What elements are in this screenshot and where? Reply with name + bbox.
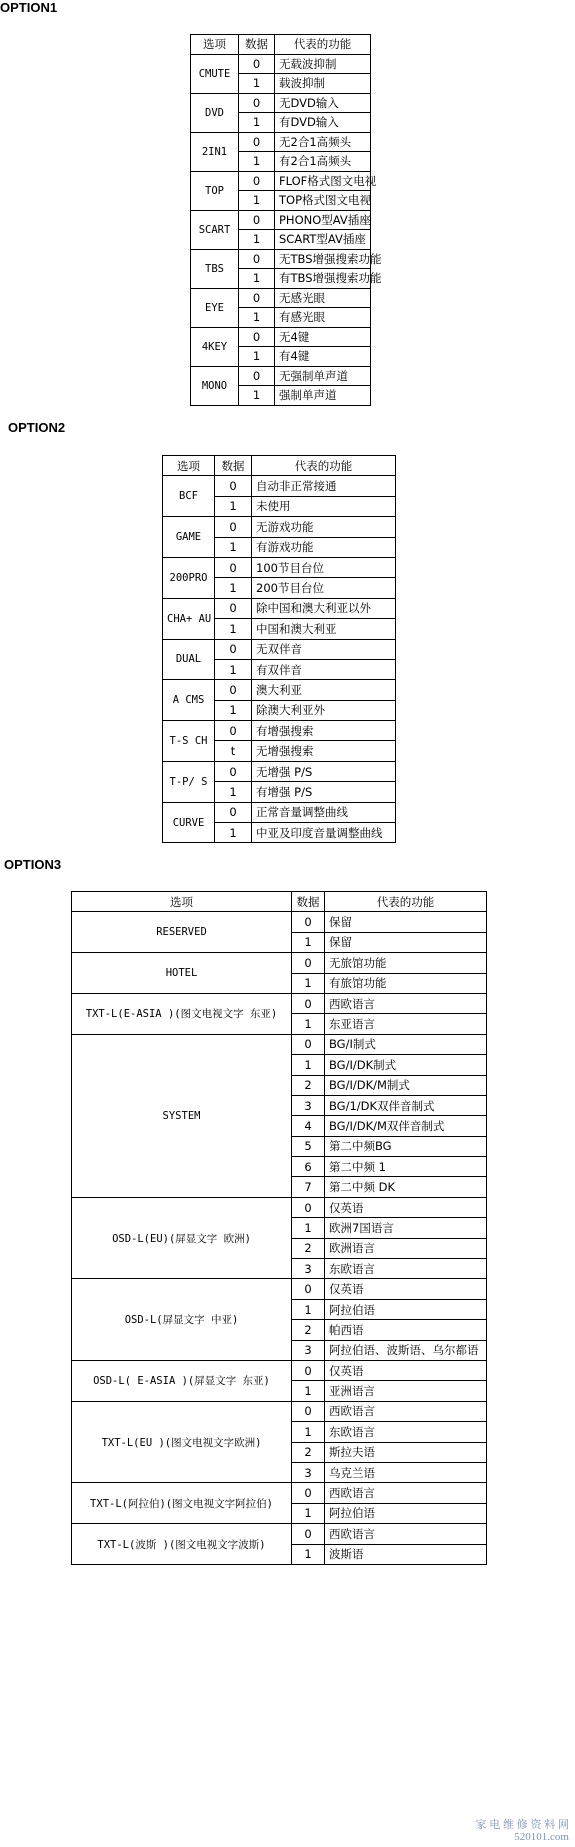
header-value: 数据 (239, 35, 275, 55)
table-row (191, 93, 371, 113)
function-cell: 西欧语言 (325, 993, 487, 1013)
value-cell: 0 (215, 721, 252, 741)
function-cell: 欧洲7国语言 (325, 1218, 487, 1238)
function-cell: TOP格式图文电视 (275, 191, 371, 211)
function-cell: 有双伴音 (252, 659, 396, 679)
function-cell: BG/I制式 (325, 1034, 487, 1054)
value-cell: 0 (215, 557, 252, 577)
table-row (163, 761, 396, 781)
value-cell: 0 (215, 680, 252, 700)
function-cell: 200节目台位 (252, 578, 396, 598)
function-cell: 无DVD输入 (275, 93, 371, 113)
function-cell: 第二中频BG (325, 1136, 487, 1156)
value-cell: 1 (239, 308, 275, 328)
function-cell: 乌克兰语 (325, 1462, 487, 1482)
function-cell: 无旅馆功能 (325, 953, 487, 973)
value-cell: 1 (215, 823, 252, 843)
value-cell: 3 (292, 1340, 325, 1360)
function-cell: 无4键 (275, 327, 371, 347)
option-name-cell: TBS (191, 249, 239, 288)
value-cell: 1 (215, 537, 252, 557)
function-cell: 有TBS增强搜索功能 (275, 269, 371, 289)
function-cell: 有感光眼 (275, 308, 371, 328)
watermark-line2: 520101.com (514, 1831, 569, 1843)
function-cell: 正常音量调整曲线 (252, 802, 396, 822)
table-row (72, 953, 487, 973)
table-row (72, 1360, 487, 1380)
table-row (163, 721, 396, 741)
value-cell: 1 (239, 152, 275, 172)
function-cell: 无强制单声道 (275, 366, 371, 386)
value-cell: 0 (292, 1524, 325, 1544)
table-row (163, 680, 396, 700)
option-name-cell: CMUTE (191, 54, 239, 93)
function-cell: 第二中频 DK (325, 1177, 487, 1197)
function-cell: 除澳大利亚外 (252, 700, 396, 720)
option3-title: OPTION3 (4, 857, 62, 872)
header-function: 代表的功能 (275, 35, 371, 55)
value-cell: 0 (292, 993, 325, 1013)
function-cell: 无游戏功能 (252, 517, 396, 537)
value-cell: 0 (239, 171, 275, 191)
function-cell: PHONO型AV插座 (275, 210, 371, 230)
value-cell: 0 (292, 953, 325, 973)
option-name-cell: OSD-L(EU)(屏显文字 欧洲) (72, 1197, 292, 1279)
value-cell: 1 (292, 1544, 325, 1564)
table-row (72, 1197, 487, 1217)
table-row (72, 993, 487, 1013)
value-cell: 0 (292, 1483, 325, 1503)
value-cell: 1 (292, 1218, 325, 1238)
option-name-cell: MONO (191, 366, 239, 405)
option-name-cell: DVD (191, 93, 239, 132)
option-name-cell: A CMS (163, 680, 215, 721)
value-cell: 3 (292, 1259, 325, 1279)
function-cell: 有DVD输入 (275, 113, 371, 133)
value-cell: 0 (292, 1360, 325, 1380)
value-cell: 0 (215, 639, 252, 659)
value-cell: 1 (239, 269, 275, 289)
function-cell: 有增强 P/S (252, 782, 396, 802)
function-cell: 除中国和澳大利亚以外 (252, 598, 396, 618)
table-row (163, 639, 396, 659)
value-cell: 0 (239, 288, 275, 308)
function-cell: 阿拉伯语 (325, 1299, 487, 1319)
watermark-line1: 家 电 维 修 资 料 网 (475, 1819, 569, 1831)
table-row (191, 132, 371, 152)
header-option: 选项 (191, 35, 239, 55)
table-row (72, 1483, 487, 1503)
function-cell: 未使用 (252, 496, 396, 516)
value-cell: 0 (292, 1401, 325, 1421)
function-cell: 东欧语言 (325, 1422, 487, 1442)
option-name-cell: TOP (191, 171, 239, 210)
value-cell: 5 (292, 1136, 325, 1156)
function-cell: 载波抑制 (275, 74, 371, 94)
value-cell: 0 (215, 476, 252, 496)
option-name-cell: SCART (191, 210, 239, 249)
value-cell: 4 (292, 1116, 325, 1136)
value-cell: 1 (239, 191, 275, 211)
value-cell: 1 (215, 578, 252, 598)
function-cell: 中国和澳大利亚 (252, 619, 396, 639)
value-cell: 3 (292, 1095, 325, 1115)
table-row (191, 327, 371, 347)
header-function: 代表的功能 (252, 456, 396, 476)
value-cell: 0 (292, 1034, 325, 1054)
header-function: 代表的功能 (325, 892, 487, 912)
option-name-cell: TXT-L(E-ASIA )(图文电视文字 东亚) (72, 993, 292, 1034)
table-row (191, 366, 371, 386)
value-cell: 1 (215, 782, 252, 802)
option-name-cell: TXT-L(阿拉伯)(图文电视文字阿拉伯) (72, 1483, 292, 1524)
option1-table (190, 34, 382, 406)
value-cell: 7 (292, 1177, 325, 1197)
option-name-cell: RESERVED (72, 912, 292, 953)
value-cell: 0 (239, 249, 275, 269)
function-cell: 阿拉伯语、波斯语、乌尔都语 (325, 1340, 487, 1360)
option-name-cell: DUAL (163, 639, 215, 680)
option-name-cell: GAME (163, 517, 215, 558)
value-cell: 2 (292, 1320, 325, 1340)
option-name-cell: TXT-L(波斯 )(图文电视文字波斯) (72, 1524, 292, 1565)
function-cell: 自动非正常接通 (252, 476, 396, 496)
table-row (191, 171, 371, 191)
function-cell: 强制单声道 (275, 386, 371, 406)
header-value: 数据 (292, 892, 325, 912)
function-cell: 仅英语 (325, 1360, 487, 1380)
header-row (191, 35, 371, 55)
option-name-cell: SYSTEM (72, 1034, 292, 1197)
function-cell: 100节目台位 (252, 557, 396, 577)
function-cell: 有2合1高频头 (275, 152, 371, 172)
value-cell: 1 (239, 113, 275, 133)
option-name-cell: BCF (163, 476, 215, 517)
function-cell: BG/I/DK/M制式 (325, 1075, 487, 1095)
value-cell: 0 (215, 761, 252, 781)
value-cell: 1 (292, 1299, 325, 1319)
function-cell: 波斯语 (325, 1544, 487, 1564)
value-cell: 1 (239, 74, 275, 94)
table-row (163, 598, 396, 618)
function-cell: 东亚语言 (325, 1014, 487, 1034)
value-cell: 0 (239, 366, 275, 386)
function-cell: 无增强搜索 (252, 741, 396, 761)
function-cell: 有4键 (275, 347, 371, 367)
function-cell: 西欧语言 (325, 1483, 487, 1503)
option-name-cell: EYE (191, 288, 239, 327)
function-cell: 无感光眼 (275, 288, 371, 308)
value-cell: 1 (215, 700, 252, 720)
header-value: 数据 (215, 456, 252, 476)
table-row (191, 54, 371, 74)
function-cell: BG/1/DK双伴音制式 (325, 1095, 487, 1115)
function-cell: 西欧语言 (325, 1401, 487, 1421)
value-cell: t (215, 741, 252, 761)
value-cell: 1 (292, 1503, 325, 1523)
function-cell: 无增强 P/S (252, 761, 396, 781)
value-cell: 1 (292, 1055, 325, 1075)
option-name-cell: T-S CH (163, 721, 215, 762)
option3-table (71, 891, 487, 1565)
function-cell: 澳大利亚 (252, 680, 396, 700)
value-cell: 0 (239, 93, 275, 113)
value-cell: 0 (292, 1197, 325, 1217)
function-cell: 无TBS增强搜索功能 (275, 249, 371, 269)
function-cell: 西欧语言 (325, 1524, 487, 1544)
option-name-cell: OSD-L( E-ASIA )(屏显文字 东亚) (72, 1360, 292, 1401)
function-cell: 有增强搜索 (252, 721, 396, 741)
value-cell: 0 (292, 912, 325, 932)
value-cell: 3 (292, 1462, 325, 1482)
option1-title: OPTION1 (0, 0, 58, 15)
value-cell: 0 (215, 598, 252, 618)
value-cell: 2 (292, 1238, 325, 1258)
value-cell: 1 (292, 973, 325, 993)
value-cell: 1 (239, 386, 275, 406)
function-cell: 无2合1高频头 (275, 132, 371, 152)
table-row (191, 210, 371, 230)
value-cell: 1 (215, 496, 252, 516)
value-cell: 0 (215, 517, 252, 537)
value-cell: 2 (292, 1075, 325, 1095)
header-row (72, 892, 487, 912)
function-cell: 仅英语 (325, 1197, 487, 1217)
value-cell: 2 (292, 1442, 325, 1462)
table-row (72, 1524, 487, 1544)
function-cell: BG/I/DK/M双伴音制式 (325, 1116, 487, 1136)
table-row (72, 1034, 487, 1054)
function-cell: 无双伴音 (252, 639, 396, 659)
table-row (163, 557, 396, 577)
value-cell: 1 (292, 1014, 325, 1034)
function-cell: 有旅馆功能 (325, 973, 487, 993)
header-option: 选项 (163, 456, 215, 476)
value-cell: 1 (292, 1381, 325, 1401)
option-name-cell: CURVE (163, 802, 215, 843)
option-name-cell: 200PRO (163, 557, 215, 598)
value-cell: 1 (215, 659, 252, 679)
value-cell: 0 (215, 802, 252, 822)
function-cell: 东欧语言 (325, 1259, 487, 1279)
value-cell: 0 (239, 210, 275, 230)
function-cell: 有游戏功能 (252, 537, 396, 557)
value-cell: 0 (239, 54, 275, 74)
option-name-cell: OSD-L(屏显文字 中亚) (72, 1279, 292, 1361)
value-cell: 0 (239, 132, 275, 152)
option-name-cell: TXT-L(EU )(图文电视文字欧洲) (72, 1401, 292, 1483)
option-name-cell: 4KEY (191, 327, 239, 366)
function-cell: 阿拉伯语 (325, 1503, 487, 1523)
function-cell: 欧洲语言 (325, 1238, 487, 1258)
table-row (163, 517, 396, 537)
function-cell: 第二中频 1 (325, 1157, 487, 1177)
option2-title: OPTION2 (8, 420, 66, 435)
function-cell: 斯拉夫语 (325, 1442, 487, 1462)
function-cell: 亚洲语言 (325, 1381, 487, 1401)
table-row (72, 1279, 487, 1299)
table-row (163, 476, 396, 496)
option-name-cell: CHA+ AU (163, 598, 215, 639)
value-cell: 1 (215, 619, 252, 639)
value-cell: 6 (292, 1157, 325, 1177)
function-cell: 保留 (325, 932, 487, 952)
table-row (72, 1401, 487, 1421)
table-row (163, 802, 396, 822)
function-cell: 保留 (325, 912, 487, 932)
table-row (72, 912, 487, 932)
table-row (191, 288, 371, 308)
option-name-cell: 2IN1 (191, 132, 239, 171)
function-cell: 无载波抑制 (275, 54, 371, 74)
function-cell: 中亚及印度音量调整曲线 (252, 823, 396, 843)
function-cell: BG/I/DK制式 (325, 1055, 487, 1075)
value-cell: 0 (292, 1279, 325, 1299)
option-name-cell: HOTEL (72, 953, 292, 994)
header-option: 选项 (72, 892, 292, 912)
table-row (191, 249, 371, 269)
option-name-cell: T-P/ S (163, 761, 215, 802)
function-cell: 仅英语 (325, 1279, 487, 1299)
function-cell: SCART型AV插座 (275, 230, 371, 250)
value-cell: 1 (292, 932, 325, 952)
value-cell: 0 (239, 327, 275, 347)
value-cell: 1 (292, 1422, 325, 1442)
value-cell: 1 (239, 347, 275, 367)
function-cell: FLOF格式图文电视 (275, 171, 371, 191)
site-watermark (476, 1819, 570, 1843)
function-cell: 帕西语 (325, 1320, 487, 1340)
value-cell: 1 (239, 230, 275, 250)
header-row (163, 456, 396, 476)
option2-table (162, 455, 396, 843)
